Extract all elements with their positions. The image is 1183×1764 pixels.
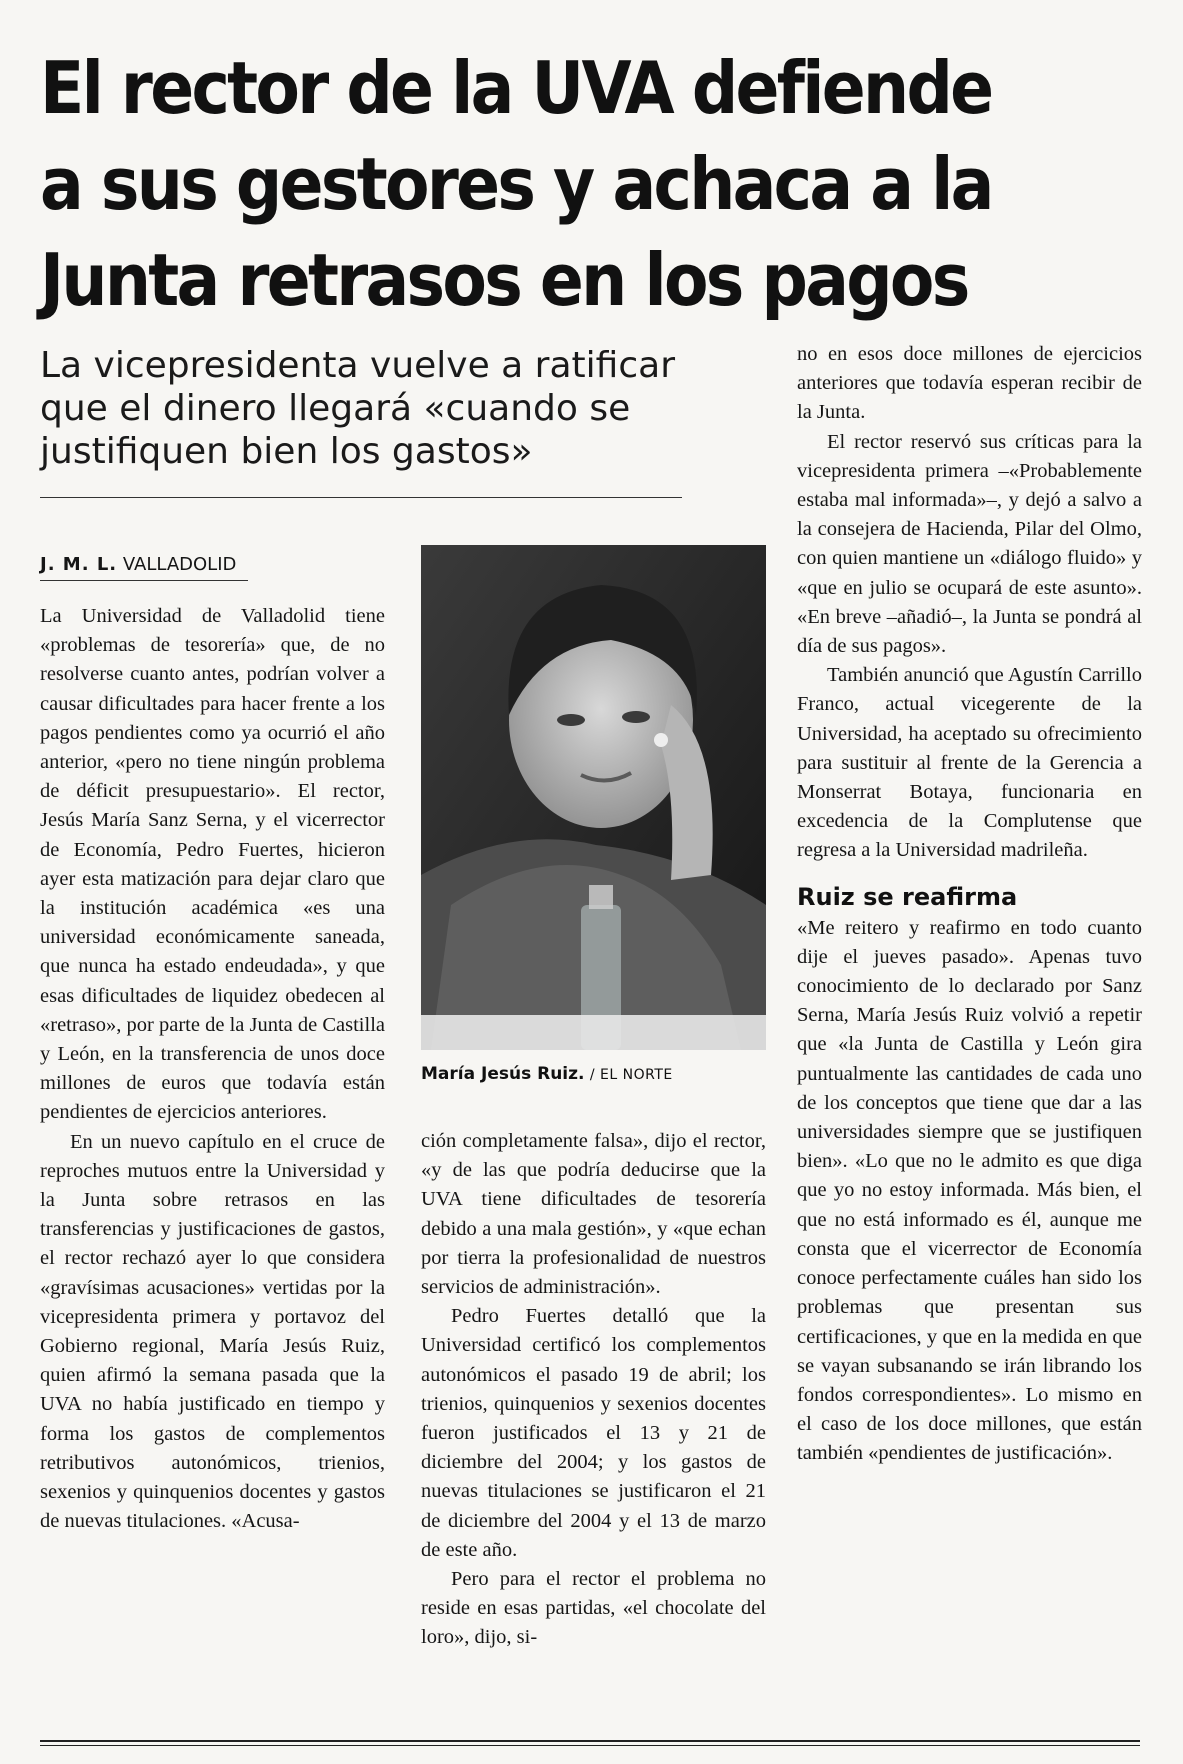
- caption-source: / EL NORTE: [589, 1067, 673, 1083]
- bottom-rule: [40, 1740, 1140, 1742]
- article-column-3: [797, 340, 1142, 1469]
- portrait-photo: [421, 545, 766, 1050]
- crosshead: Ruiz se reafirma: [797, 882, 1018, 911]
- column3-paragraph-3: También anunció que Agustín Carrillo Franco, actual vicegerente de la Universidad, ha aceptado su ofrecimiento para sustituir al frente de la Gerencia a Monserrat Botaya, funcionaria en excedencia de la Complutense que regresa a la Universidad madrileña.: [797, 664, 1142, 862]
- article-column-1: [40, 602, 385, 1537]
- byline-location: VALLADOLID: [122, 554, 237, 575]
- portrait-image: [421, 545, 766, 1050]
- byline-rule: [40, 580, 248, 581]
- headline-line-1: El rector de la UVA defiende: [40, 46, 992, 130]
- column1-paragraph-1: La Universidad de Valladolid tiene «problemas de tesorería» que, de no resolverse cuanto antes, podrían volver a causar dificultades para hacer frente a los pagos pendientes como ya ocurrió el año anterior, «pero no tiene ningún problema de déficit presupuestario». El rector, Jesús María Sanz Serna, y el vicerrector de Economía, Pedro Fuertes, hicieron ayer esta matización para dejar claro que la institución académica «es una universidad económicamente saneada, que nunca ha estado endeudada», y que esas dificultades de liquidez obedecen al «retraso», por parte de la Junta de Castilla y León, en la transferencia de unos doce millones de euros que todavía están pendientes de ejercicios anteriores.: [40, 605, 385, 1124]
- caption-name: María Jesús Ruiz.: [421, 1064, 585, 1084]
- subheadline: [40, 344, 720, 473]
- column3-paragraph-1: no en esos doce millones de ejercicios anteriores que todavía esperan recibir de la Junta.: [797, 343, 1142, 424]
- column1-paragraph-2: En un nuevo capítulo en el cruce de reproches mutuos entre la Universidad y la Junta sobre retrasos en las transferencias y justificaciones de gastos, el rector rechazó ayer lo que considera «gravísimas acusaciones» vertidas por la vicepresidenta primera y portavoz del Gobierno regional, María Jesús Ruiz, quien afirmó la semana pasada que la UVA no había justificado en tiempo y forma los gastos de complementos retributivos autonómicos, trienios, sexenios y quinquenios docentes y gastos de nuevas titulaciones. «Acusa-: [40, 1130, 385, 1533]
- headline-line-2: a sus gestores y achaca a la: [40, 142, 992, 226]
- headline: [40, 40, 992, 328]
- headline-line-3: Junta retrasos en los pagos: [40, 238, 968, 322]
- photo-caption: [421, 1064, 673, 1084]
- column2-paragraph-3: Pero para el rector el problema no reside en esas partidas, «el chocolate del loro», dijo, si-: [421, 1568, 766, 1649]
- subheadline-rule: [40, 497, 682, 498]
- column3-paragraph-2: El rector reservó sus críticas para la vicepresidenta primera –«Probablemente estaba mal informada»–, y dejó a salvo a la consejera de Hacienda, Pilar del Olmo, con quien mantiene un «diálogo fluido» y «que en julio se ocupará de este asunto». «En breve –añadió–, la Junta se pondrá al día de sus pagos».: [797, 430, 1142, 658]
- byline-author: J. M. L.: [40, 554, 118, 575]
- subheadline-line-2: que el dinero llegará «cuando se: [40, 388, 631, 429]
- byline: [40, 554, 236, 576]
- column3-paragraph-4: «Me reitero y reafirmo en todo cuanto dije el jueves pasado». Apenas tuvo conocimiento de lo declarado por Sanz Serna, María Jesús Ruiz volvió a repetir que «la Junta de Castilla y León gira puntualmente las cantidades de cada uno de los conceptos que tiene que dar a las universidades siempre que se justifiquen bien». «Lo que no le admito es que diga que yo no estoy informada. Más bien, el que no está informado es él, aunque me consta que el vicerrector de Economía conoce perfectamente cuáles han sido los problemas que presentan sus certificaciones, y que en la medida en que se vayan subsanando se irán librando los fondos correspondientes». Lo mismo en el caso de los doce millones, que están también «pendientes de justificación».: [797, 916, 1142, 1465]
- subheadline-line-3: justifiquen bien los gastos»: [40, 431, 533, 472]
- column2-paragraph-2: Pedro Fuertes detalló que la Universidad certificó los complementos autonómicos el pasado 19 de abril; los trienios, quinquenios y sexenios docentes fueron justificados el 13 y 21 de diciembre del 2004; y los gastos de nuevas titulaciones se justificaron el 21 de diciembre del 2004 y el 13 de marzo de este año.: [421, 1305, 766, 1561]
- article-column-2: [421, 1127, 766, 1653]
- bottom-rule-thin: [40, 1745, 1140, 1746]
- column2-paragraph-1: ción completamente falsa», dijo el rector, «y de las que podría deducirse que la UVA tiene dificultades de tesorería debido a una mala gestión», y «que echan por tierra la profesionalidad de nuestros servicios de administración».: [421, 1130, 766, 1299]
- subheadline-line-1: La vicepresidenta vuelve a ratificar: [40, 345, 675, 386]
